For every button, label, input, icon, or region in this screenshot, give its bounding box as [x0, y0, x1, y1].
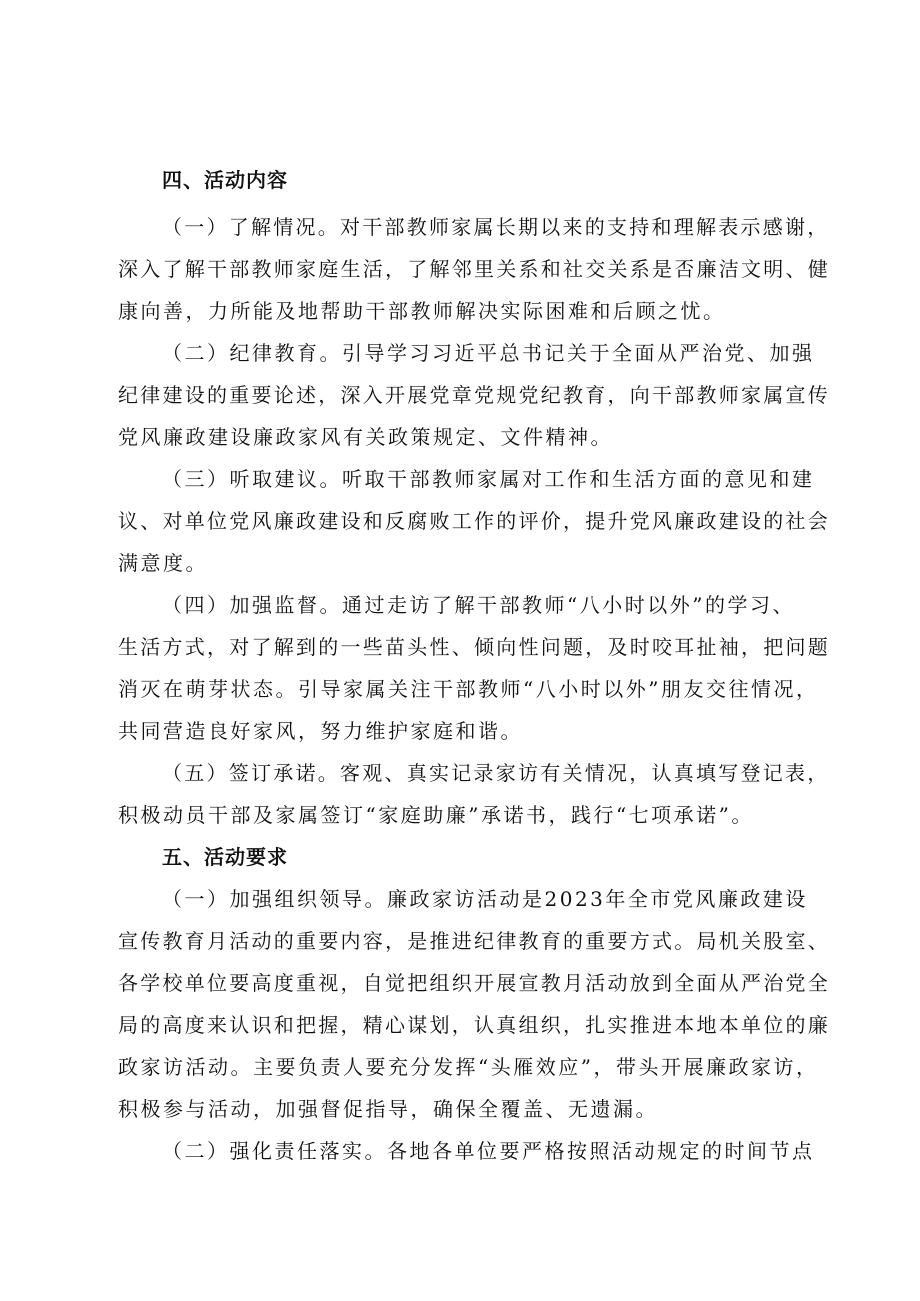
paragraph-line: 党风廉政建设廉政家风有关政策规定、文件精神。: [118, 425, 613, 449]
paragraph-line: 政家访活动。主要负责人要充分发挥“头雁效应”，带头开展廉政家访，: [118, 1055, 819, 1079]
paragraph-line: 议、对单位党风廉政建设和反腐败工作的评价，提升党风廉政建设的社会: [118, 509, 830, 533]
paragraph-line: 深入了解干部教师家庭生活，了解邻里关系和社交关系是否廉洁文明、健: [118, 257, 830, 281]
paragraph-line: （四）加强监督。通过走访了解干部教师“八小时以外”的学习、: [162, 593, 795, 617]
paragraph-line: 满意度。: [118, 551, 208, 575]
paragraph-line: 积极参与活动，加强督促指导，确保全覆盖、无遗漏。: [118, 1097, 658, 1121]
paragraph-line: 局的高度来认识和把握，精心谋划，认真组织，扎实推进本地本单位的廉: [118, 1013, 830, 1037]
paragraph-line: 消灭在萌芽状态。引导家属关注干部教师“八小时以外”朋友交往情况，: [118, 677, 819, 701]
paragraph-line: （三）听取建议。听取干部教师家属对工作和生活方面的意见和建: [162, 467, 815, 491]
section-heading-activity-content: 四、活动内容: [162, 168, 288, 192]
section-heading-activity-requirements: 五、活动要求: [162, 845, 288, 869]
paragraph-line: （二）纪律教育。引导学习习近平总书记关于全面从严治党、加强: [162, 341, 815, 365]
paragraph-line: （二）强化责任落实。各地各单位要严格按照活动规定的时间节点: [162, 1139, 815, 1163]
paragraph-line: （一）加强组织领导。廉政家访活动是2023年全市党风廉政建设: [162, 887, 808, 911]
paragraph-line: （一）了解情况。对干部教师家属长期以来的支持和理解表示感谢，: [162, 215, 830, 239]
paragraph-line: 生活方式，对了解到的一些苗头性、倾向性问题，及时咬耳扯袖，把问题: [118, 635, 830, 659]
paragraph-line: 共同营造良好家风，努力维护家庭和谐。: [118, 719, 523, 743]
paragraph-line: （五）签订承诺。客观、真实记录家访有关情况，认真填写登记表，: [162, 761, 830, 785]
paragraph-line: 康向善，力所能及地帮助干部教师解决实际困难和后顾之忧。: [118, 299, 726, 323]
paragraph-line: 宣传教育月活动的重要内容，是推进纪律教育的重要方式。局机关股室、: [118, 929, 830, 953]
paragraph-line: 积极动员干部及家属签订“家庭助廉”承诺书，践行“七项承诺”。: [118, 803, 754, 827]
paragraph-line: 各学校单位要高度重视，自觉把组织开展宣教月活动放到全面从严治党全: [118, 971, 830, 995]
paragraph-line: 纪律建设的重要论述，深入开展党章党规党纪教育，向干部教师家属宣传: [118, 383, 830, 407]
